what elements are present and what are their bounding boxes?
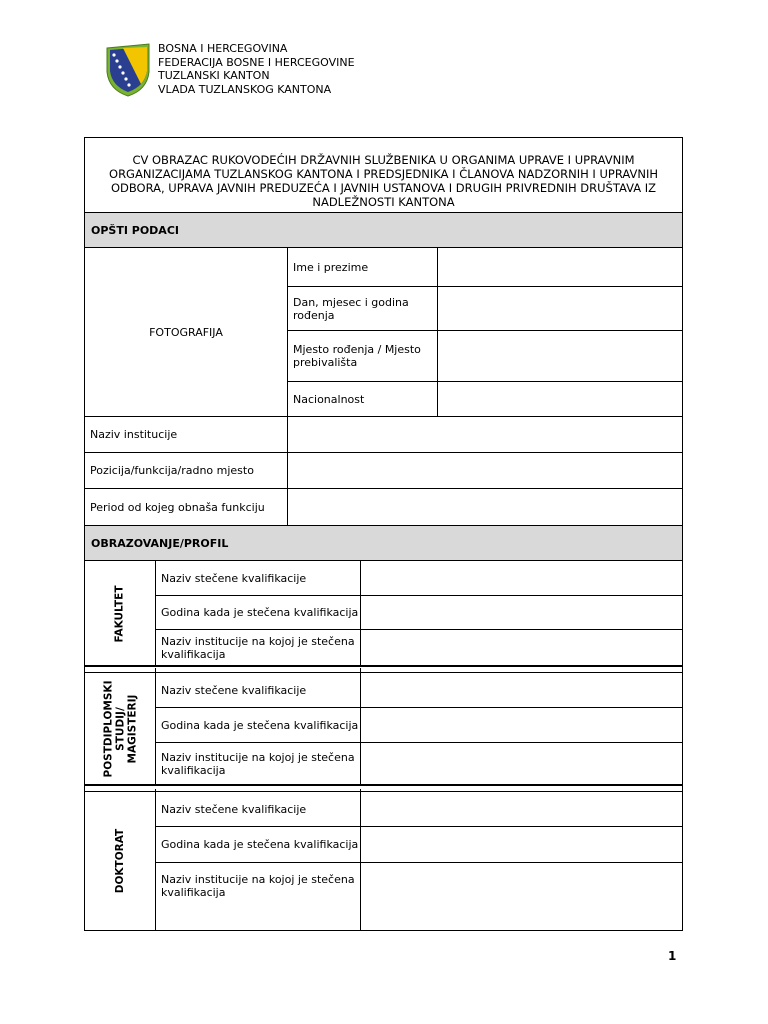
header-line-canton: TUZLANSKI KANTON (158, 69, 270, 82)
doctorate-year-label: Godina kada je stečena kvalifikacija (161, 838, 359, 851)
birth-date-field[interactable] (438, 287, 682, 330)
nationality-label: Nacionalnost (293, 392, 365, 406)
faculty-year-label: Godina kada je stečena kvalifikacija (161, 606, 359, 619)
header-line-federation: FEDERACIJA BOSNE I HERCEGOVINE (158, 55, 355, 69)
birth-place-field[interactable] (438, 331, 682, 381)
faculty-label-text: FAKULTET (114, 584, 126, 643)
birth-place-label: Mjesto rođenja / Mjesto prebivališta (293, 343, 421, 369)
doctorate-institution-label: Naziv institucije na kojoj je stečena kvalifikacija (161, 873, 355, 899)
section-education-header: OBRAZOVANJE/PROFIL (85, 526, 682, 560)
doctorate-institution-field[interactable] (361, 863, 682, 930)
header-line-country: BOSNA I HERCEGOVINA (158, 42, 288, 55)
form-title: CV OBRAZAC RUKOVODEĆIH DRŽAVNIH SLUŽBENIKA U ORGANIMA UPRAVE I UPRAVNIM ORGANIZACIJAMA TUZLANSKOG KANTONA I PREDSJEDNIKA I ČLANOVA NADZORNIH I UPRAVNIH ODBORA, UPRAVA JAVNIH PREDUZEĆA I JAVNIH USTANOVA I DRUGIH PRIVREDNIH DRUŠTAVA IZ NADLEŽNOSTI KANTONA (109, 152, 658, 209)
faculty-qualification-label: Naziv stečene kvalifikacije (161, 571, 307, 585)
name-label: Ime i prezime (293, 260, 369, 274)
doctorate-qualification-label: Naziv stečene kvalifikacije (161, 802, 307, 816)
faculty-institution-label: Naziv institucije na kojoj je stečena kvalifikacija (161, 635, 355, 661)
period-label: Period od kojeg obnaša funkciju (90, 500, 265, 514)
coat-of-arms-logo (103, 42, 153, 98)
postgraduate-group-label (85, 673, 155, 785)
postgrad-year-field[interactable] (361, 708, 682, 742)
birth-date-label: Dan, mjesec i godina rođenja (293, 295, 409, 322)
nationality-field[interactable] (438, 382, 682, 416)
position-field[interactable] (288, 453, 682, 488)
postgrad-qualification-field[interactable] (361, 673, 682, 707)
postgrad-year-label: Godina kada je stečena kvalifikacija (161, 718, 359, 732)
photo-placeholder: FOTOGRAFIJA (149, 325, 223, 339)
faculty-institution-field[interactable] (361, 630, 682, 666)
institution-field[interactable] (288, 417, 682, 452)
doctorate-group-label (85, 792, 155, 930)
postgrad-institution-label: Naziv institucije na kojoj je stečena kvalifikacija (161, 751, 355, 777)
faculty-qualification-field[interactable] (361, 561, 682, 595)
position-label: Pozicija/funkcija/radno mjesto (90, 464, 254, 477)
doctorate-label-text: DOKTORAT (114, 828, 126, 894)
faculty-group-label (85, 561, 155, 666)
postgraduate-label-text: POSTDIPLOMSKI STUDIJ/ MAGISTERIJ (102, 680, 138, 778)
cv-form-table (84, 137, 683, 931)
doctorate-qualification-field[interactable] (361, 792, 682, 826)
period-field[interactable] (288, 489, 682, 525)
page-number: 1 (668, 949, 677, 963)
name-field[interactable] (438, 248, 682, 286)
faculty-year-field[interactable] (361, 596, 682, 629)
section-general-header: OPŠTI PODACI (85, 213, 682, 247)
doctorate-year-field[interactable] (361, 827, 682, 862)
postgrad-institution-field[interactable] (361, 743, 682, 785)
postgrad-qualification-label: Naziv stečene kvalifikacije (161, 683, 307, 697)
header-line-government: VLADA TUZLANSKOG KANTONA (158, 82, 332, 96)
institution-label: Naziv institucije (90, 428, 178, 441)
